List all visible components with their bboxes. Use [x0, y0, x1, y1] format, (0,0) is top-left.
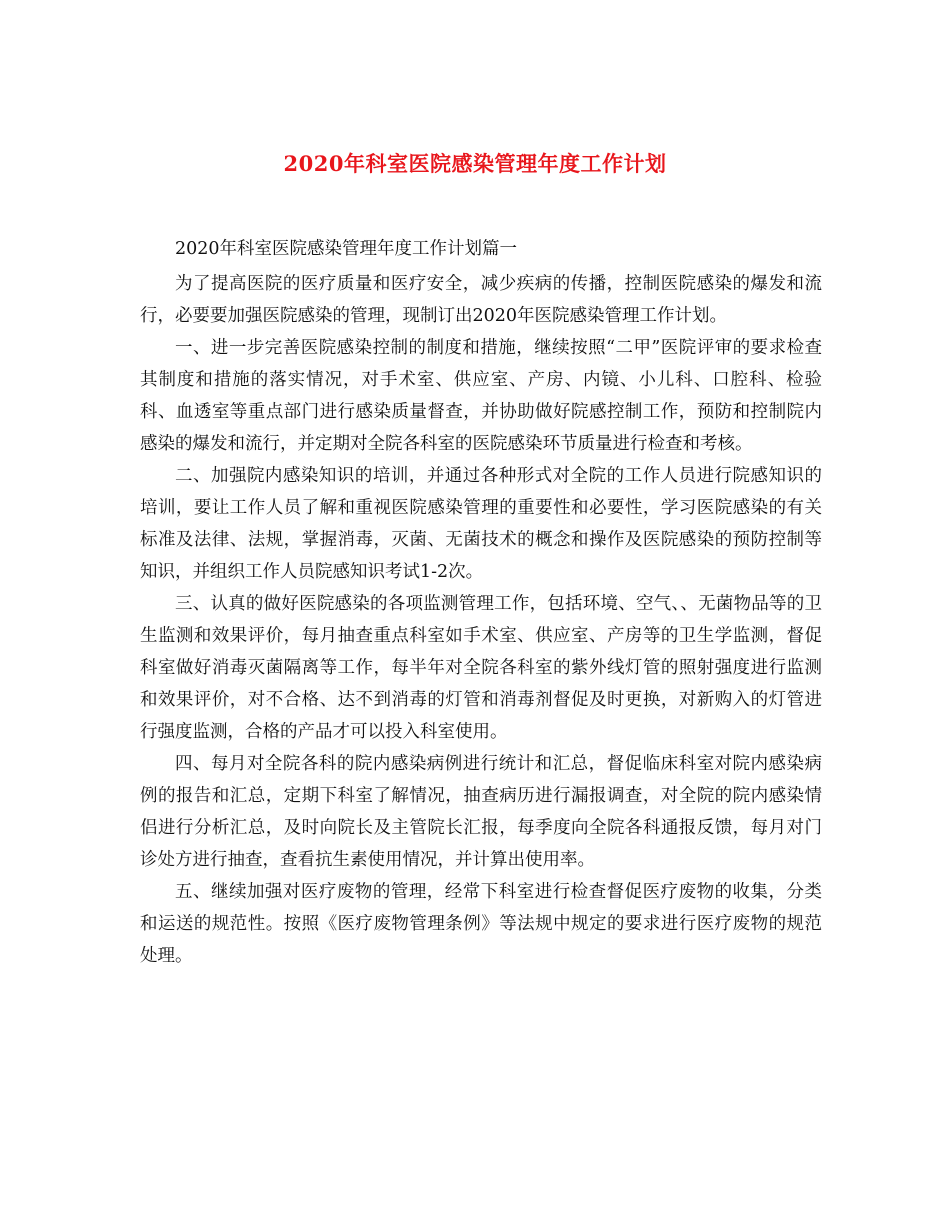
- document-title: 2020年科室医院感染管理年度工作计划: [283, 151, 667, 176]
- paragraph-item-3: 三、认真的做好医院感染的各项监测管理工作，包括环境、空气、、无菌物品等的卫生监测和效果评价，每月抽查重点科室如手术室、供应室、产房等的卫生学监测，督促科室做好消毒灭菌隔离等工作，每半年对全院各科室的紫外线灯管的照射强度进行监测和效果评价，对不合格、达不到消毒的灯管和消毒剂督促及时更换，对新购入的灯管进行强度监测，合格的产品才可以投入科室使用。: [140, 594, 822, 742]
- section-subtitle: 2020年科室医院感染管理年度工作计划篇一: [175, 239, 518, 259]
- document-body: [140, 233, 822, 972]
- paragraph-item-2: 二、加强院内感染知识的培训，并通过各种形式对全院的工作人员进行院感知识的培训，要让工作人员了解和重视医院感染管理的重要性和必要性，学习医院感染的有关标准及法律、法规，掌握消毒，灭菌、无菌技术的概念和操作及医院感染的预防控制等知识，并组织工作人员院感知识考试1-2次。: [140, 466, 822, 582]
- paragraph-item-5: 五、继续加强对医疗废物的管理，经常下科室进行检查督促医疗废物的收集，分类和运送的规范性。按照《医疗废物管理条例》等法规中规定的要求进行医疗废物的规范处理。: [140, 882, 822, 966]
- paragraph-item-1: 一、进一步完善医院感染控制的制度和措施，继续按照“二甲”医院评审的要求检查其制度和措施的落实情况，对手术室、供应室、产房、内镜、小儿科、口腔科、检验科、血透室等重点部门进行感染质量督查，并协助做好院感控制工作，预防和控制院内感染的爆发和流行，并定期对全院各科室的医院感染环节质量进行检查和考核。: [140, 338, 822, 454]
- paragraph-item-4: 四、每月对全院各科的院内感染病例进行统计和汇总，督促临床科室对院内感染病例的报告和汇总，定期下科室了解情况，抽查病历进行漏报调查，对全院的院内感染情侣进行分析汇总，及时向院长及主管院长汇报，每季度向全院各科通报反馈，每月对门诊处方进行抽查，查看抗生素使用情况，并计算出使用率。: [140, 754, 822, 870]
- paragraph-intro: 为了提高医院的医疗质量和医疗安全，减少疾病的传播，控制医院感染的爆发和流行，必要要加强医院感染的管理，现制订出2020年医院感染管理工作计划。: [140, 274, 822, 326]
